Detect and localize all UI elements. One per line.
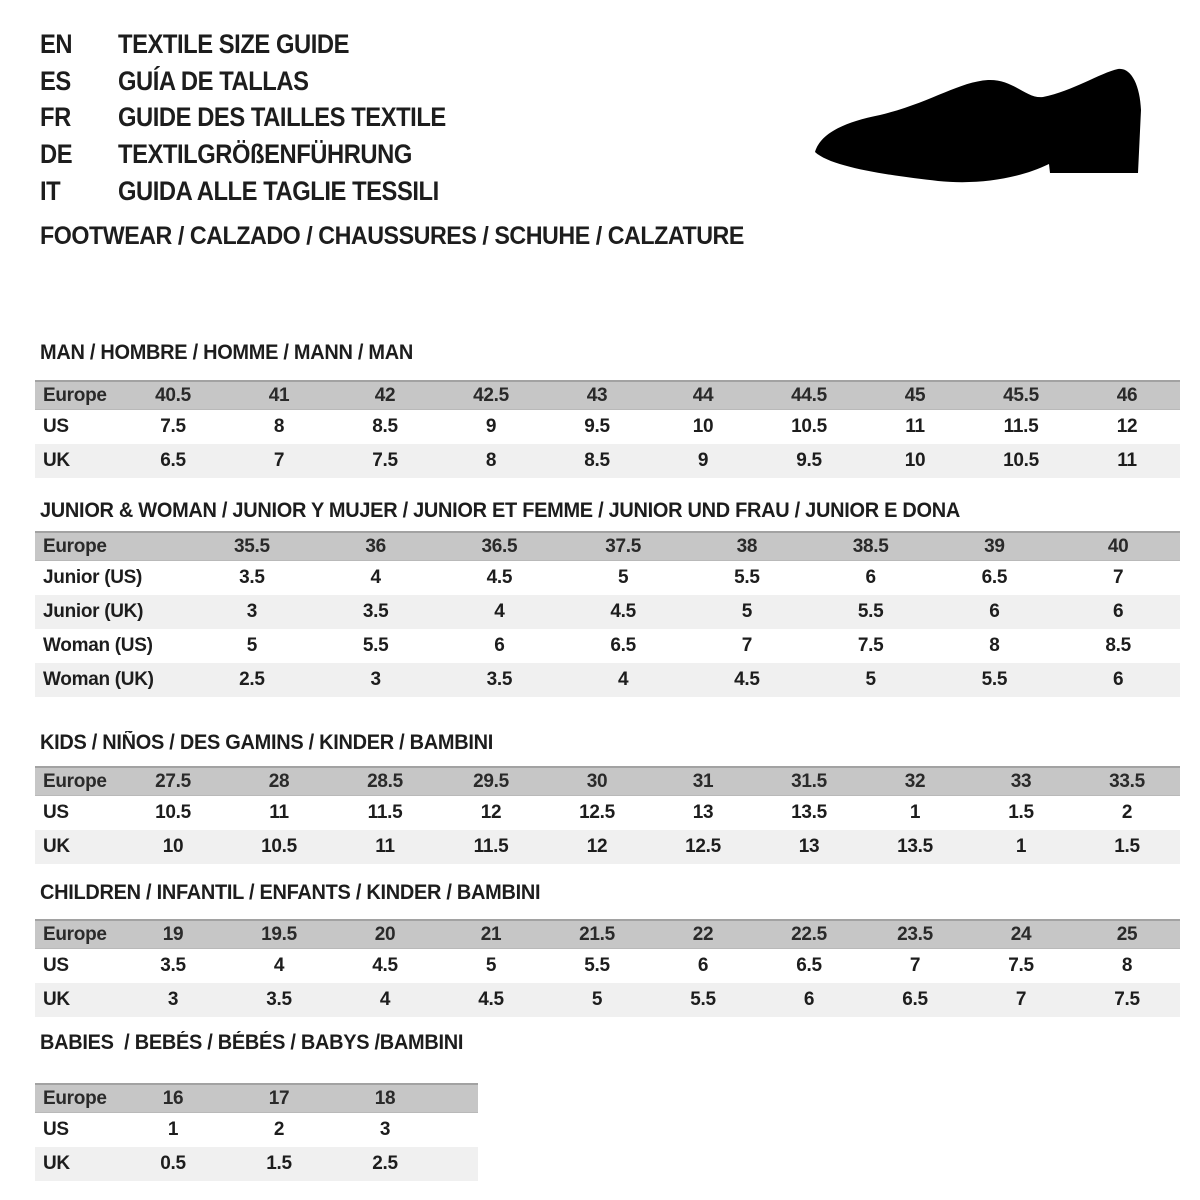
size-cell: 5.5	[734, 567, 760, 588]
size-cell: 2	[273, 1119, 285, 1140]
size-cell: 4.5	[478, 989, 504, 1010]
language-code: EN	[40, 28, 73, 59]
language-line-en	[40, 26, 491, 63]
size-cell: 6	[803, 989, 815, 1010]
table-row	[35, 663, 1180, 697]
size-cell: 9	[697, 450, 709, 471]
language-title-list	[40, 26, 491, 210]
size-cell: 31	[692, 770, 714, 792]
size-cell: 2	[1121, 802, 1133, 823]
row-label: UK	[43, 989, 70, 1010]
size-cell: 4.5	[486, 567, 513, 588]
size-cell: 22	[692, 923, 714, 945]
size-cell: 5.5	[857, 601, 884, 622]
size-cell: 6.5	[610, 635, 636, 656]
size-cell: 45	[904, 384, 926, 406]
table-header-row	[35, 380, 1180, 410]
section-title-man: MAN / HOMBRE / HOMME / MANN / MAN	[40, 341, 413, 364]
size-cell: 11	[1117, 450, 1137, 471]
size-cell: 46	[1116, 384, 1138, 406]
size-cell: 4	[494, 601, 505, 622]
size-cell: 13	[692, 802, 714, 823]
table-row	[35, 561, 1180, 595]
size-cell: 3.5	[239, 567, 265, 588]
size-cell: 3.5	[160, 955, 186, 976]
table-row	[35, 444, 1180, 478]
row-label: Junior (UK)	[43, 601, 144, 622]
table-header-row	[35, 919, 1180, 949]
size-cell: 6	[865, 567, 876, 588]
size-cell: 5	[617, 567, 629, 588]
size-cell: 18	[374, 1087, 396, 1109]
size-cell: 3	[379, 1119, 391, 1140]
size-cell: 4	[617, 669, 629, 690]
size-cell: 2.5	[239, 669, 265, 690]
size-cell: 31.5	[791, 770, 827, 792]
language-line-de	[40, 136, 491, 173]
size-cell: 42	[374, 384, 396, 406]
size-cell: 8.5	[1105, 635, 1131, 656]
size-cell: 17	[268, 1087, 290, 1109]
size-cell: 7.5	[1114, 989, 1140, 1010]
language-line-fr	[40, 100, 491, 137]
size-cell: 5	[485, 955, 497, 976]
row-label: Europe	[43, 923, 107, 945]
size-cell: 3.5	[266, 989, 292, 1010]
size-cell: 1.5	[1008, 802, 1034, 823]
size-cell: 43	[586, 384, 608, 406]
size-cell: 5.5	[981, 669, 1008, 690]
size-cell: 22.5	[791, 923, 827, 945]
language-code: IT	[40, 176, 61, 207]
size-cell: 1	[1015, 836, 1027, 857]
size-cell: 7	[1015, 989, 1027, 1010]
size-cell: 10	[904, 450, 926, 471]
section-title-kids: KIDS / NIÑOS / DES GAMINS / KINDER / BAMBINI	[40, 731, 494, 754]
row-label: Woman (UK)	[43, 669, 154, 690]
size-cell: 12	[586, 836, 608, 857]
language-title: TEXTILGRÖßENFÜHRUNG	[118, 139, 412, 170]
size-cell: 9	[485, 416, 497, 437]
size-cell: 45.5	[1003, 384, 1039, 406]
table-row	[35, 1147, 478, 1181]
size-cell: 2.5	[372, 1153, 398, 1174]
language-title: TEXTILE SIZE GUIDE	[118, 28, 350, 59]
size-cell: 10.5	[1003, 450, 1039, 471]
size-cell: 29.5	[473, 770, 509, 792]
table-row	[35, 949, 1180, 983]
row-label: Europe	[43, 1087, 107, 1109]
size-cell: 11.5	[473, 836, 509, 857]
size-cell: 13.5	[897, 836, 933, 857]
size-cell: 10	[692, 416, 714, 437]
size-cell: 13	[798, 836, 820, 857]
size-cell: 12.5	[685, 836, 721, 857]
table-row	[35, 983, 1180, 1017]
table-row	[35, 796, 1180, 830]
size-cell: 10.5	[261, 836, 297, 857]
size-cell: 27.5	[155, 770, 191, 792]
size-cell: 12.5	[579, 802, 615, 823]
size-cell: 5	[865, 669, 876, 690]
table-header-row	[35, 531, 1180, 561]
size-cell: 5.5	[362, 635, 389, 656]
size-cell: 8	[989, 635, 1000, 656]
size-cell: 36	[365, 535, 386, 557]
row-label: US	[43, 802, 69, 823]
size-cell: 6.5	[160, 450, 186, 471]
table-header-row	[35, 766, 1180, 796]
size-cell: 33.5	[1109, 770, 1145, 792]
size-cell: 24	[1010, 923, 1032, 945]
row-label: UK	[43, 1153, 70, 1174]
size-cell: 3	[246, 601, 258, 622]
size-cell: 44	[692, 384, 714, 406]
size-cell: 35.5	[233, 535, 270, 557]
size-cell: 1	[909, 802, 921, 823]
size-cell: 1.5	[266, 1153, 292, 1174]
size-cell: 0.5	[160, 1153, 186, 1174]
table-row	[35, 830, 1180, 864]
size-cell: 10.5	[791, 416, 827, 437]
size-table-junior-woman	[35, 531, 1180, 697]
size-cell: 1.5	[1114, 836, 1140, 857]
size-cell: 4.5	[610, 601, 636, 622]
size-cell: 4.5	[734, 669, 760, 690]
size-cell: 5.5	[584, 955, 610, 976]
size-table-babies	[35, 1083, 478, 1181]
size-cell: 6	[697, 955, 709, 976]
size-cell: 32	[904, 770, 926, 792]
size-cell: 1	[167, 1119, 179, 1140]
language-code: FR	[40, 102, 71, 133]
size-cell: 11	[269, 802, 289, 823]
size-table-children	[35, 919, 1180, 1017]
size-cell: 23.5	[897, 923, 933, 945]
size-cell: 10	[162, 836, 184, 857]
section-title-babies: BABIES / BEBÉS / BÉBÉS / BABYS /BAMBINI	[40, 1031, 464, 1054]
size-cell: 11	[905, 416, 925, 437]
language-code: DE	[40, 139, 73, 170]
category-title-text: FOOTWEAR / CALZADO / CHAUSSURES / SCHUHE / CALZATURE	[40, 222, 744, 250]
size-cell: 36.5	[481, 535, 518, 557]
size-cell: 8	[485, 450, 497, 471]
size-cell: 30	[586, 770, 608, 792]
size-cell: 5	[246, 635, 258, 656]
size-cell: 12	[480, 802, 502, 823]
size-cell: 41	[268, 384, 290, 406]
size-cell: 42.5	[473, 384, 509, 406]
size-cell: 19	[162, 923, 184, 945]
row-label: US	[43, 1119, 69, 1140]
size-cell: 7.5	[160, 416, 186, 437]
size-cell: 6.5	[902, 989, 928, 1010]
size-cell: 40.5	[155, 384, 191, 406]
size-cell: 6.5	[796, 955, 822, 976]
dress-shoe-icon	[800, 55, 1160, 195]
size-cell: 7.5	[372, 450, 398, 471]
size-cell: 40	[1107, 535, 1129, 557]
size-cell: 37.5	[605, 535, 642, 557]
size-cell: 10.5	[155, 802, 191, 823]
size-cell: 28.5	[367, 770, 403, 792]
size-cell: 21	[480, 923, 502, 945]
size-cell: 7.5	[1008, 955, 1034, 976]
size-cell: 6	[989, 601, 1000, 622]
language-line-it	[40, 173, 491, 210]
size-cell: 20	[374, 923, 396, 945]
table-header-row	[35, 1083, 478, 1113]
section-title-junior-woman: JUNIOR & WOMAN / JUNIOR Y MUJER / JUNIOR ET FEMME / JUNIOR UND FRAU / JUNIOR E DONA	[40, 499, 961, 522]
row-label: UK	[43, 836, 70, 857]
section-title-children: CHILDREN / INFANTIL / ENFANTS / KINDER / BAMBINI	[40, 881, 541, 904]
language-title: GUÍA DE TALLAS	[118, 65, 309, 96]
row-label: US	[43, 416, 69, 437]
size-cell: 4	[379, 989, 391, 1010]
size-cell: 7	[273, 450, 285, 471]
size-cell: 4.5	[372, 955, 398, 976]
size-cell: 7	[1112, 567, 1124, 588]
size-cell: 5.5	[690, 989, 716, 1010]
row-label: Europe	[43, 535, 107, 557]
size-table-kids	[35, 766, 1180, 864]
size-cell: 6	[1112, 601, 1124, 622]
size-cell: 33	[1010, 770, 1032, 792]
size-cell: 8.5	[584, 450, 610, 471]
size-cell: 3.5	[362, 601, 389, 622]
row-label: Woman (US)	[43, 635, 153, 656]
size-cell: 9.5	[584, 416, 610, 437]
size-cell: 6.5	[981, 567, 1008, 588]
size-cell: 44.5	[791, 384, 827, 406]
size-cell: 3	[370, 669, 381, 690]
size-cell: 8.5	[372, 416, 398, 437]
size-cell: 7	[909, 955, 921, 976]
size-cell: 6	[494, 635, 505, 656]
table-row	[35, 1113, 478, 1147]
size-cell: 8	[1121, 955, 1133, 976]
language-title: GUIDE DES TAILLES TEXTILE	[118, 102, 446, 133]
size-table-man	[35, 380, 1180, 478]
size-cell: 19.5	[261, 923, 297, 945]
table-row	[35, 595, 1180, 629]
size-cell: 28	[268, 770, 290, 792]
size-cell: 7.5	[857, 635, 884, 656]
size-cell: 3	[167, 989, 179, 1010]
row-label: Junior (US)	[43, 567, 143, 588]
size-cell: 38	[736, 535, 758, 557]
row-label: UK	[43, 450, 70, 471]
category-title	[40, 222, 797, 251]
row-label: US	[43, 955, 69, 976]
size-cell: 38.5	[852, 535, 889, 557]
size-cell: 11.5	[367, 802, 403, 823]
table-row	[35, 410, 1180, 444]
size-cell: 3.5	[486, 669, 513, 690]
size-cell: 9.5	[796, 450, 822, 471]
table-row	[35, 629, 1180, 663]
language-line-es	[40, 63, 491, 100]
language-code: ES	[40, 65, 71, 96]
size-cell: 8	[273, 416, 285, 437]
row-label: Europe	[43, 384, 107, 406]
size-cell: 5	[741, 601, 753, 622]
size-cell: 5	[591, 989, 603, 1010]
size-cell: 16	[162, 1087, 184, 1109]
language-title: GUIDA ALLE TAGLIE TESSILI	[118, 176, 439, 207]
size-cell: 4	[370, 567, 381, 588]
size-cell: 4	[273, 955, 285, 976]
size-cell: 21.5	[579, 923, 615, 945]
row-label: Europe	[43, 770, 107, 792]
size-cell: 13.5	[791, 802, 827, 823]
size-cell: 6	[1112, 669, 1124, 690]
size-cell: 11.5	[1003, 416, 1039, 437]
size-cell: 7	[741, 635, 753, 656]
size-cell: 11	[375, 836, 395, 857]
size-cell: 25	[1116, 923, 1138, 945]
size-cell: 12	[1116, 416, 1138, 437]
size-cell: 39	[984, 535, 1005, 557]
